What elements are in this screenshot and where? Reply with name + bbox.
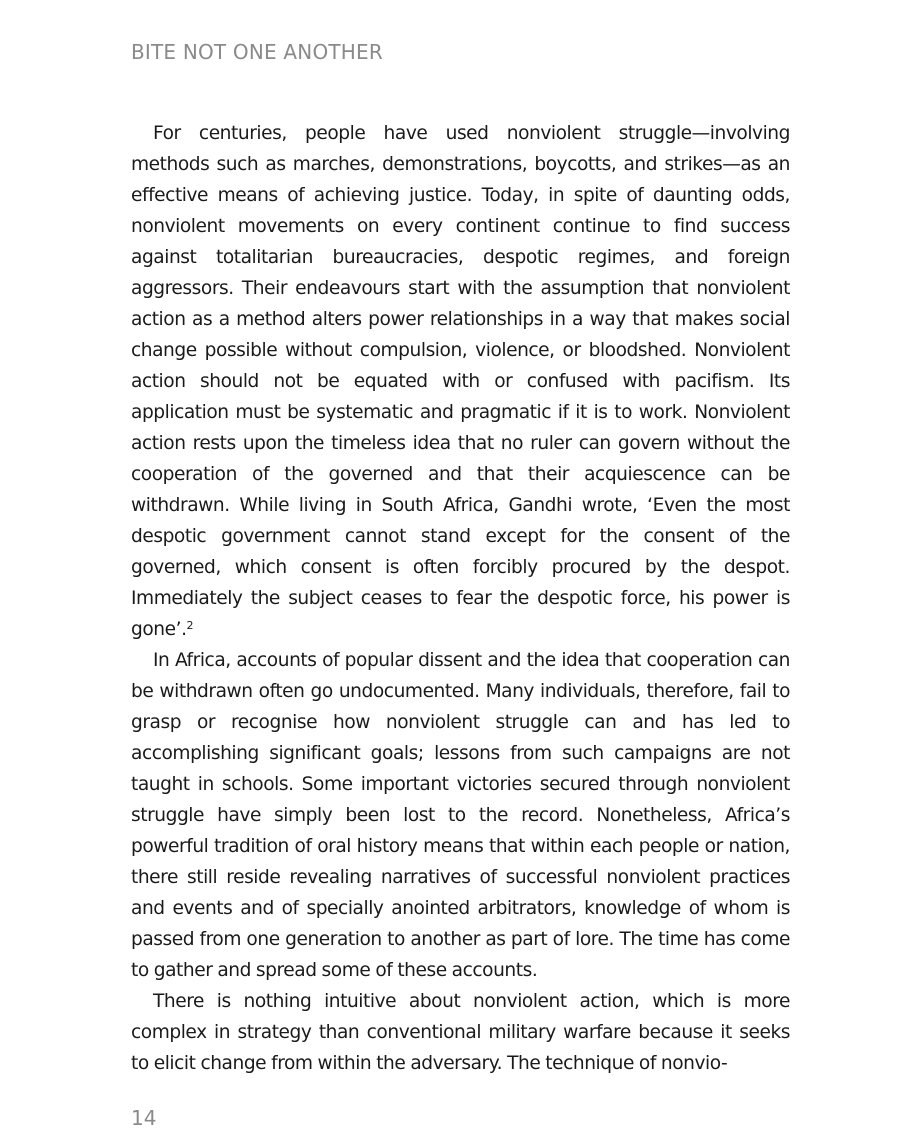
page-number: 14: [131, 1106, 157, 1130]
body-text: [131, 118, 790, 1079]
paragraph-1: [131, 118, 790, 645]
paragraph-1-text: For centuries, people have used nonviolent struggle—involving methods such as marches, demonstrations, boycotts, and strikes—as an effective means of achieving justice. Today, in spite of daunting odds, nonviolent movements on every continent continue to find success against totalitarian bureaucracies, despotic regimes, and foreign aggressors. Their endeavours start with the assumption that nonviolent action as a method alters power relationships in a way that makes social change possible without compulsion, violence, or bloodshed. Nonviolent action should not be equated with or confused with pacifism. Its application must be systematic and pragmatic if it is to work. Nonviolent action rests upon the timeless idea that no ruler can govern without the cooperation of the governed and that their acquiescence can be withdrawn. While living in South Africa, Gandhi wrote, ‘Even the most despotic government cannot stand except for the consent of the governed, which consent is often forcibly procured by the despot. Immediately the subject ceases to fear the despotic force, his power is gone’.: [131, 123, 790, 640]
running-head: BITE NOT ONE ANOTHER: [131, 40, 383, 64]
paragraph-2: In Africa, accounts of popular dissent and the idea that cooperation can be withdrawn often go undocumented. Many individuals, therefore, fail to grasp or recognise how nonviolent struggle can and has led to accomplishing significant goals; lessons from such campaigns are not taught in schools. Some important victories secured through nonviolent struggle have simply been lost to the record. Nonetheless, Africa’s powerful tradition of oral history means that within each people or nation, there still reside revealing narratives of successful nonviolent practices and events and of specially anointed arbitrators, knowledge of whom is passed from one generation to another as part of lore. The time has come to gather and spread some of these accounts.: [131, 650, 790, 981]
footnote-marker: 2: [186, 618, 194, 632]
paragraph-3: There is nothing intuitive about nonviolent action, which is more complex in strategy than conventional military warfare because it seeks to elicit change from within the adversary. The technique of nonvio-: [131, 991, 790, 1074]
